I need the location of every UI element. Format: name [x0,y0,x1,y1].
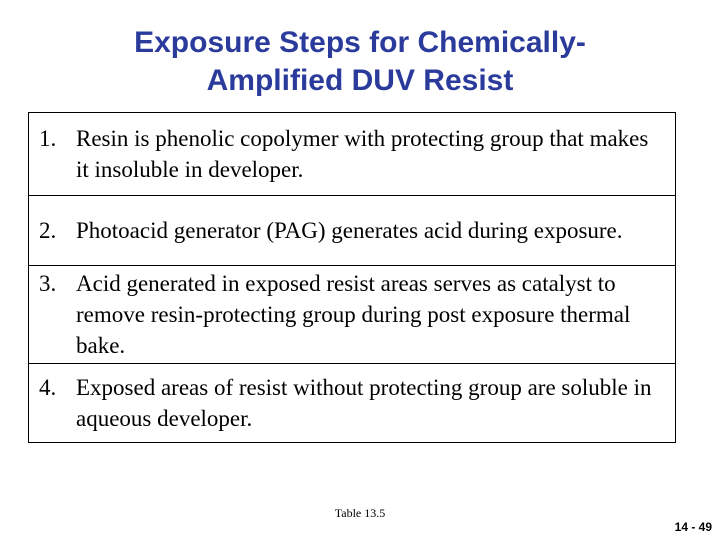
table-row [29,266,676,364]
table-cell [29,266,676,364]
table-row [29,196,676,266]
step-number: 3. [39,271,57,296]
exposure-steps-table [28,112,676,443]
step-number: 1. [39,126,57,151]
step-text: Exposed areas of resist without protecting group are soluble in aqueous developer. [76,375,652,431]
table-row [29,364,676,443]
table-row [29,113,676,196]
title-line-2: Amplified DUV Resist [206,64,514,97]
step-item [29,372,675,434]
page-number: 14 - 49 [674,520,712,534]
step-text: Photoacid generator (PAG) generates acid during exposure. [76,218,623,243]
table-caption: Table 13.5 [334,506,386,520]
slide-title [40,24,680,100]
step-item [29,268,675,361]
table-cell [29,364,676,443]
title-line-1: Exposure Steps for Chemically- [134,26,586,59]
step-item [29,123,675,185]
table-cell [29,113,676,196]
step-number: 4. [39,375,57,400]
step-item [29,215,675,246]
table-cell [29,196,676,266]
step-text: Acid generated in exposed resist areas serves as catalyst to remove resin-protecting group during post exposure thermal bake. [76,271,631,358]
step-text: Resin is phenolic copolymer with protecting group that makes it insoluble in developer. [76,126,649,182]
step-number: 2. [39,218,57,243]
